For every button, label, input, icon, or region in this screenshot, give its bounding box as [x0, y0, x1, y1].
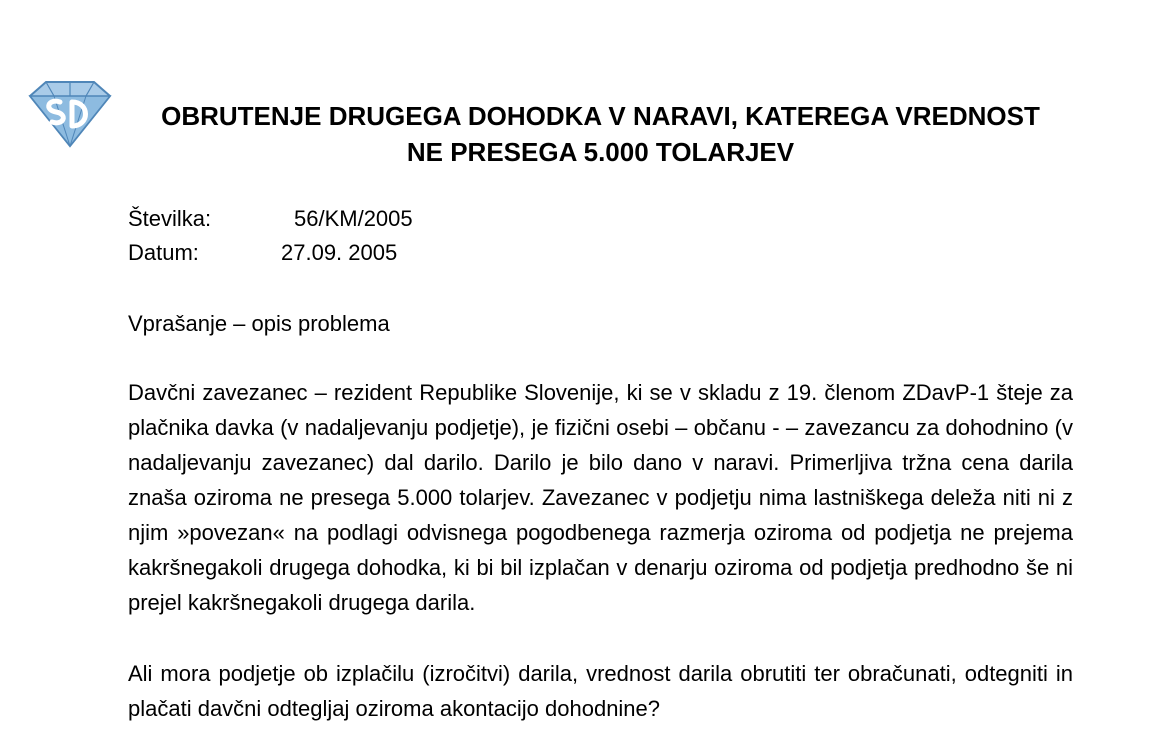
- meta-number-label: Številka:: [128, 206, 212, 231]
- title-line-2: NE PRESEGA 5.000 TOLARJEV: [406, 137, 795, 167]
- problem-paragraph: Davčni zavezanec – rezident Republike Slovenije, ki se v skladu z 19. členom ZDavP-1 šteje za plačnika davka (v nadaljevanju podjetje), je fizični osebi – občanu - – zavezancu za dohodnino (v nadaljevanju zavezanec) dal darilo. Darilo je bilo dano v naravi. Primerljiva tržna cena darila znaša oziroma ne presega 5.000 tolarjev. Zavezanec v podjetju nima lastniškega deleža niti ni z njim »povezan« na podlagi odvisnega pogodbenega razmerja oziroma od podjetja ne prejema kakršnegakoli drugega dohodka, ki bi bil izplačan v denarju oziroma od podjetja predhodno še ni prejel kakršnegakoli drugega darila.: [128, 380, 1073, 615]
- meta-date-row: [128, 236, 398, 270]
- document-title: [128, 98, 1073, 170]
- document-meta: [128, 202, 413, 270]
- sd-diamond-logo-icon: [24, 74, 116, 150]
- meta-number-value: 56/KM/2005: [294, 206, 413, 231]
- meta-date-value: 27.09. 2005: [281, 240, 398, 265]
- meta-date-label: Datum:: [128, 240, 199, 265]
- meta-number-row: [128, 202, 413, 236]
- question-paragraph: Ali mora podjetje ob izplačilu (izročitvi) darila, vrednost darila obrutiti ter obračunati, odtegniti in plačati davčni odtegljaj oziroma akontacijo dohodnine?: [128, 661, 1073, 721]
- section-heading: Vprašanje – opis problema: [128, 311, 390, 336]
- title-line-1: OBRUTENJE DRUGEGA DOHODKA V NARAVI, KATEREGA VREDNOST: [161, 101, 1040, 131]
